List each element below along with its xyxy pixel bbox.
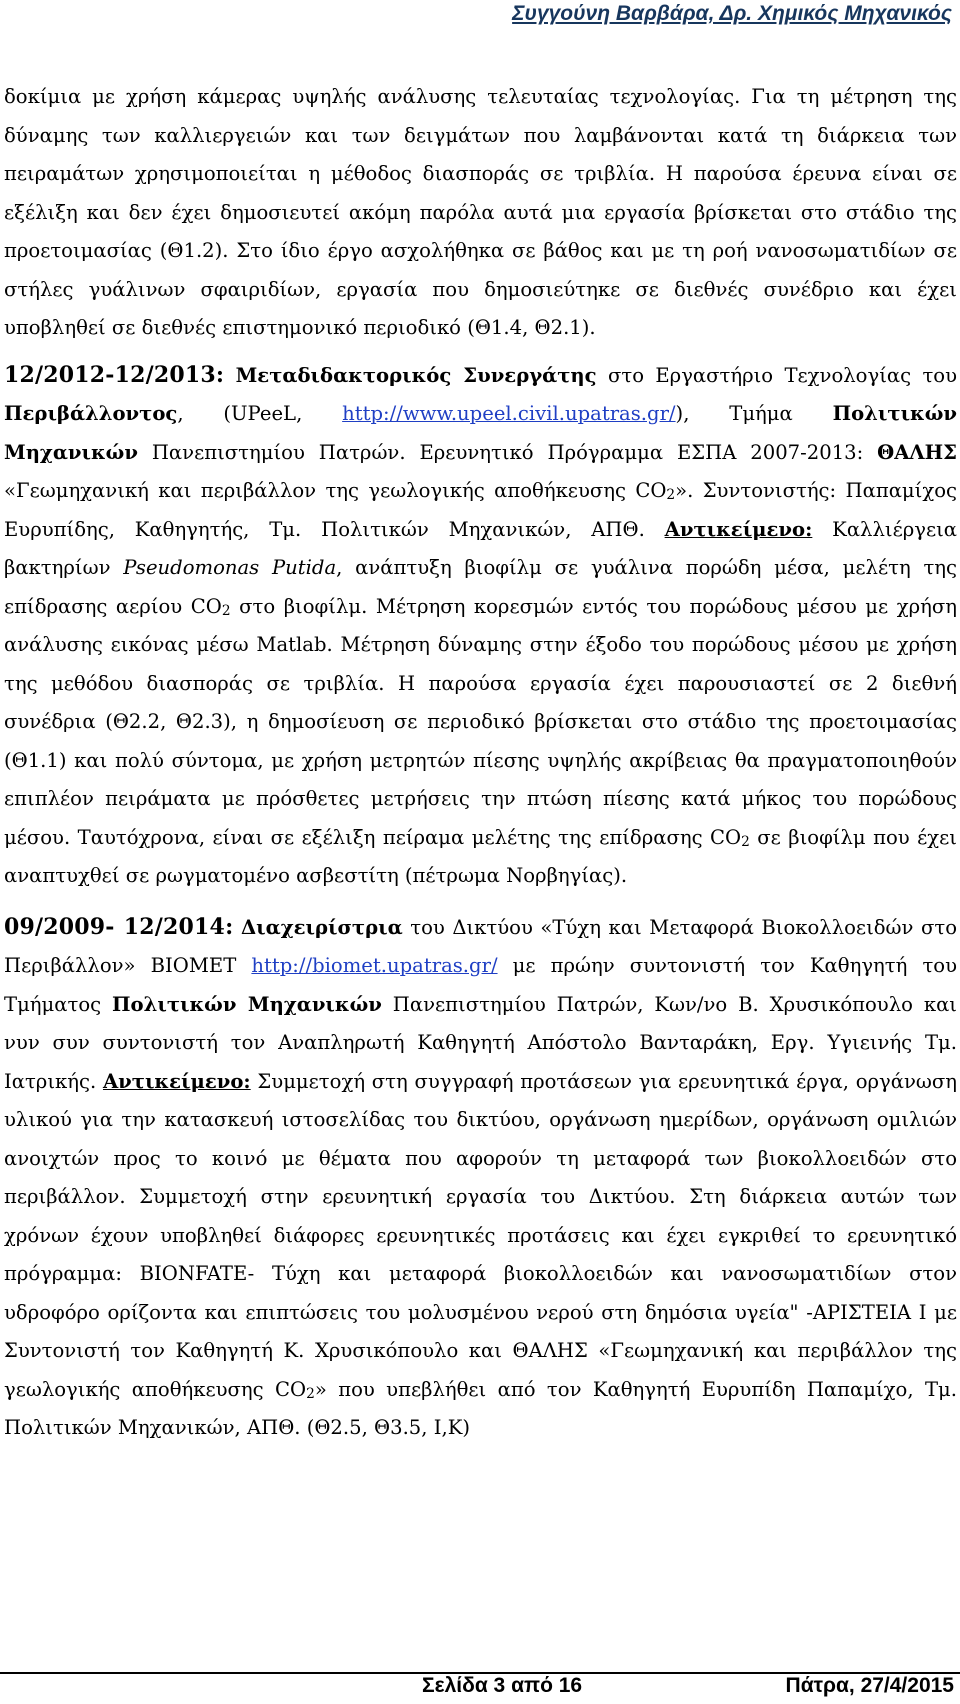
department-bold: Πολιτικών Μηχανικών (112, 992, 382, 1016)
subscript: 2 (221, 602, 231, 619)
paragraph-text: δοκίμια με χρήση κάμερας υψηλής ανάλυσης τελευταίας τεχνολογίας. Για τη μέτρηση της δύναμης των καλλιεργειών και των δειγμάτων που λαμβάνονται κατά τη διάρκεια των πειραμάτων χρησιμοποιείται η μέθοδος διασποράς σε τριβλία. Η παρούσα έρευνα είναι σε εξέλιξη και δεν έχει δημοσιευτεί ακόμη παρόλα αυτά μια εργασία βρίσκεται στο στάδιο της προετοιμασίας (Θ1.2). Στο ίδιο έργο ασχολήθηκα σε βάθος και με τη ροή νανοσωματιδίων σε στήλες γυάλινων σφαιριδίων, εργασία που δημοσιεύτηκε σε διεθνές συνέδριο και έχει υποβληθεί σε διεθνές επιστημονικό περιοδικό (Θ1.4, Θ2.1). (4, 85, 957, 339)
biomet-link[interactable]: http://biomet.upatras.gr/ (251, 954, 498, 977)
entry-role: Μεταδιδακτορικός Συνεργάτης (235, 363, 597, 387)
entry-date: 12/2012-12/2013: (4, 361, 225, 388)
subscript: 2 (306, 1385, 315, 1402)
paragraph-continuation (4, 78, 957, 348)
program-name-bold: ΘΑΛΗΣ (877, 440, 957, 464)
subscript: 2 (741, 833, 750, 850)
entry-network-manager: 09/2009- 12/2014: Διαχειρίστρια του Δικτύου «Τύχη και Μεταφορά Βιοκολλοειδών στο Περιβάλλον» BIOMET http://biomet.upatras.gr/ με πρώην συντονιστή τον Καθηγητή του Τμήματος Πολιτικών Μηχανικών Πανεπιστημίου Πατρών, Κων/νο Β. Χρυσικόπουλο και νυν συν συντονιστή τον Αναπληρωτή Καθηγητή Απόστολο Βανταράκη, Εργ. Υγιεινής Τμ. Ιατρικής. Αντικείμενο: Συμμετοχή στη συγγραφή προτάσεων για ερευνητικά έργα, οργάνωση υλικού για την κατασκευή ιστοσελίδας του δικτύου, οργάνωση ημερίδων, οργάνωση ομιλιών ανοιχτών προς το κοινό με θέματα που αφορούν τη μεταφορά των βιοκολλοειδών στο περιβάλλον. Συμμετοχή στην ερευνητική εργασία του Δικτύου. Στη διάρκεια αυτών των χρόνων έχουν υποβληθεί διάφορες ερευνητικές προτάσεις και έχει εγκριθεί το ερευνητικό πρόγραμμα: BIONFATE- Τύχη και μεταφορά βιοκολλοειδών και νανοσωματιδίων στον υδροφόρο ορίζοντα και επιπτώσεις του μολυσμένου νερού στη δημόσια υγεία" -ΑΡΙΣΤΕΙΑ Ι με Συντονιστή τον Καθηγητή Κ. Χρυσικόπουλο και ΘΑΛΗΣ «Γεωμηχανική και περιβάλλον της γεωλογικής αποθήκευσης $CO_2$» που υπεβλήθει από τον Καθηγητή Ευρυπίδη Παπαμίχο, Τμ. Πολιτικών Μηχανικών, ΑΠΘ. (Θ2.5, Θ3.5, Ι,Κ) (4, 913, 957, 1439)
objective-label: Αντικείμενο: (664, 517, 813, 541)
objective-label: Αντικείμενο: (102, 1069, 251, 1093)
entry-date: 09/2009- 12/2014: (4, 913, 234, 940)
entry-postdoc: 12/2012-12/2013: Μεταδιδακτορικός Συνεργάτης στο Εργαστήριο Τεχνολογίας του Περιβάλλοντος, (UPeeL, http://www.upeel.civil.upatras.gr/), Τμήμα Πολιτικών Μηχανικών Πανεπιστημίου Πατρών. Ερευνητικό Πρόγραμμα ΕΣΠΑ 2007-2013: ΘΑΛΗΣ «Γεωμηχανική και περιβάλλον της γεωλογικής αποθήκευσης $CO_2$». Συντονιστής: Παπαμίχος Ευρυπίδης, Καθηγητής, Τμ. Πολιτικών Μηχανικών, ΑΠΘ. Αντικείμενο: Καλλιέργεια βακτηρίων Pseudomonas Putida, ανάπτυξη βιοφίλμ σε γυάλινα πορώδη μέσα, μελέτη της επίδρασης αερίου $CO_2$ στο βιοφίλμ. Μέτρηση κορεσμών εντός του πορώδους μέσου με χρήση ανάλυσης εικόνας μέσω Matlab. Μέτρηση δύναμης στην έξοδο του πορώδους μέσου με χρήση της μεθόδου διασποράς σε τριβλία. Η παρούσα εργασία έχει παρουσιαστεί σε 2 διεθνή συνέδρια (Θ2.2, Θ2.3), η δημοσίευση σε περιοδικό βρίσκεται στο στάδιο της προετοιμασίας (Θ1.1) και πολύ σύντομα, με χρήση μετρητών πίεσης υψηλής ακρίβειας θα πραγματοποιηθούν επιπλέον πειράματα με πρόσθετες μετρήσεις την πτώση πίεσης κατά μήκος του πορώδους μέσου. Ταυτόχρονα, είναι σε εξέλιξη πείραμα μελέτης της επίδρασης $CO_2$ σε βιοφίλμ που έχει αναπτυχθεί σε ρωγματομένο ασβεστίτη (πέτρωμα Νορβηγίας). (4, 361, 958, 887)
footer-page-number: Σελίδα 3 από 16 (422, 1674, 583, 1697)
upeel-link[interactable]: http://www.upeel.civil.upatras.gr/ (342, 402, 676, 425)
lab-name-bold: Περιβάλλοντος (4, 402, 178, 425)
entry-role: Διαχειρίστρια (240, 915, 403, 939)
subscript: 2 (666, 487, 676, 504)
page-header-author: Συγγούνη Βαρβάρα, Δρ. Χημικός Μηχανικός (512, 2, 952, 25)
footer-place-date: Πάτρα, 27/4/2015 (785, 1674, 954, 1697)
species-name: Pseudomonas Putida (123, 556, 337, 579)
department-bold: Πολιτικών Μηχανικών (4, 402, 957, 464)
document-body (4, 78, 957, 1448)
